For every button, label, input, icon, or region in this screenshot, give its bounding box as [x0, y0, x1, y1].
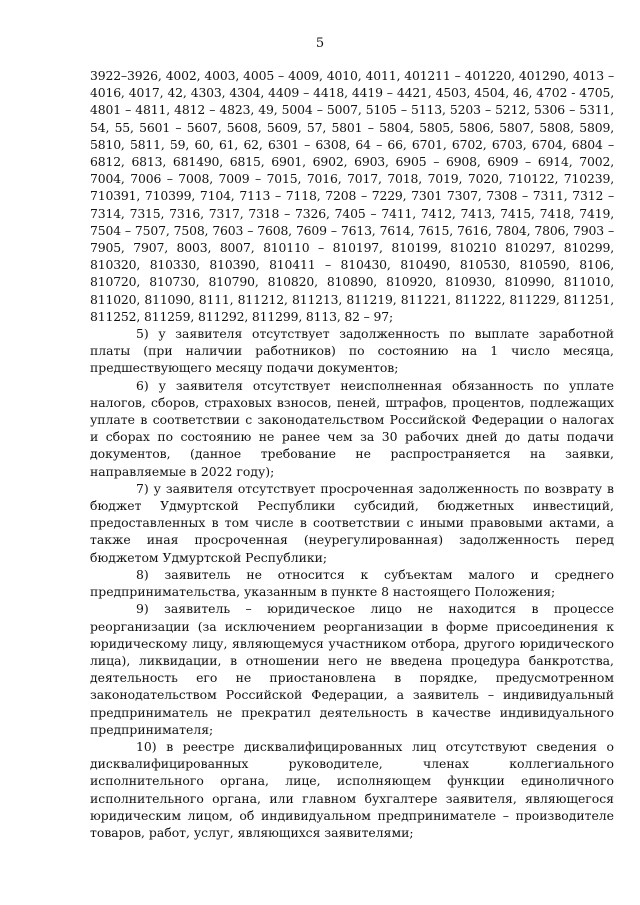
paragraph-item-5: 5) у заявителя отсутствует задолженность по выплате заработной платы (при наличии работников) по состоянию на 1 число месяца, предшествующего месяцу подачи документов;	[90, 326, 614, 376]
page-number: 5	[315, 36, 325, 51]
paragraph-item-9: 9) заявитель – юридическое лицо не находится в процессе реорганизации (за исключением реорганизации в форме присоединения к юридическому лицу, являющемуся участником отбора, другого юридического лица), ликвидации, в отношении него не введена процедура банкротства, деятельность его не приостановлена в порядке, предусмотренном законодательством Российской Федерации, а заявитель – индивидуальный предприниматель не прекратил деятельность в качестве индивидуального предпринимателя;	[90, 601, 614, 737]
paragraph-item-6: 6) у заявителя отсутствует неисполненная обязанность по уплате налогов, сборов, страховых взносов, пеней, штрафов, процентов, подлежащих уплате в соответствии с законодательством Российской Федерации о налогах и сборах по состоянию не ранее чем за 30 рабочих дней до даты подачи документов, (данное требование не распространяется на заявки, направляемые в 2022 году);	[90, 377, 614, 479]
paragraph-item-8: 8) заявитель не относится к субъектам малого и среднего предпринимательства, указанным в пункте 8 настоящего Положения;	[90, 566, 614, 600]
document-body	[90, 67, 614, 841]
paragraph-item-10: 10) в реестре дисквалифицированных лиц отсутствуют сведения о дисквалифицированных руководителе, членах коллегиального исполнительного органа, лице, исполняющем функции единоличного исполнительного органа, или главном бухгалтере заявителя, являющегося юридическим лицом, об индивидуальном предпринимателе – производителе товаров, работ, услуг, являющихся заявителями;	[90, 738, 614, 840]
tnved-codes-list: 3922–3926, 4002, 4003, 4005 – 4009, 4010, 4011, 401211 – 401220, 401290, 4013 – 4016, 4017, 42, 4303, 4304, 4409 – 4418, 4419 – 4421, 4503, 4504, 46, 4702 - 4705, 4801 – 4811, 4812 – 4823, 49, 5004 – 5007, 5105 – 5113, 5203 – 5212, 5306 – 5311, 54, 55, 5601 – 5607, 5608, 5609, 57, 5801 – 5804, 5805, 5806, 5807, 5808, 5809, 5810, 5811, 59, 60, 61, 62, 6301 – 6308, 64 – 66, 6701, 6702, 6703, 6704, 6804 – 6812, 6813, 681490, 6815, 6901, 6902, 6903, 6905 – 6908, 6909 – 6914, 7002, 7004, 7006 – 7008, 7009 – 7015, 7016, 7017, 7018, 7019, 7020, 710122, 710239, 710391, 710399, 7104, 7113 – 7118, 7208 – 7229, 7301 7307, 7308 – 7311, 7312 – 7314, 7315, 7316, 7317, 7318 – 7326, 7405 – 7411, 7412, 7413, 7415, 7418, 7419, 7504 – 7507, 7508, 7603 – 7608, 7609 – 7613, 7614, 7615, 7616, 7804, 7806, 7903 – 7905, 7907, 8003, 8007, 810110 – 810197, 810199, 810210 810297, 810299, 810320, 810330, 810390, 810411 – 810430, 810490, 810530, 810590, 8106, 810720, 810730, 810790, 810820, 810890, 810920, 810930, 810990, 811010, 811020, 811090, 8111, 811212, 811213, 811219, 811221, 811222, 811229, 811251, 811252, 811259, 811292, 811299, 8113, 82 – 97;	[90, 68, 614, 324]
paragraph-item-7: 7) у заявителя отсутствует просроченная задолженность по возврату в бюджет Удмуртской Республики субсидий, бюджетных инвестиций, предоставленных в том числе в соответствии с иными правовыми актами, а также иная просроченная (неурегулированная) задолженность перед бюджетом Удмуртской Республики;	[90, 480, 614, 565]
